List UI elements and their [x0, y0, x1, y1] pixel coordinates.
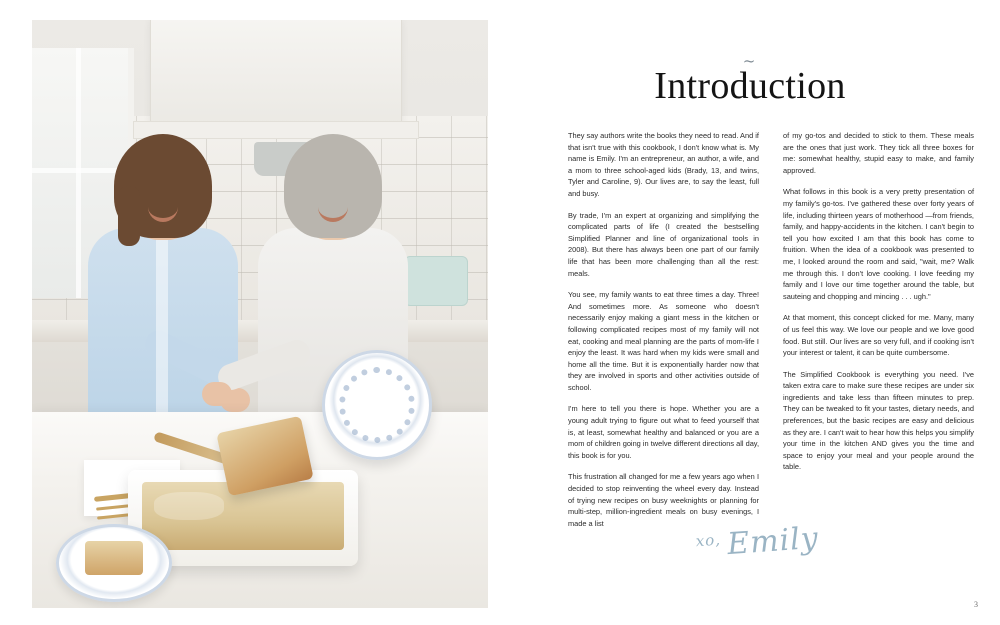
- paragraph: This frustration all changed for me a few years ago when I decided to stop reinventing the wheel every day. Instead of trying new recipes on busy weeknights or planning for multi-step, million-ingredient meals on busy evenings, I made a list: [568, 472, 759, 528]
- signature: [695, 521, 820, 564]
- paragraph: What follows in this book is a very pretty presentation of my family's go-tos. I've gathered these over forty years of life, including thirteen years of motherhood —from friends, family, and happy-accidents in the kitchen. I can't begin to tell you how excited I am that this book has come to fruition. When the idea of a cookbook was presented to me, I looked around the room and said, "wait, me? Walk me through this. I don't love cooking. I love feeding my family and I love our time together around the table, but sauteing and chopping and mincing . . . ugh.": [783, 187, 974, 301]
- paragraph: They say authors write the books they need to read. And if that isn't true with this cookbook, I don't know what is. My name is Emily. I'm an entrepreneur, an author, a wife, and a mom to three school-aged kids (Brady, 13, and twins, Tyler and Caroline, 9). Our lives are, to say the least, full and busy.: [568, 131, 759, 198]
- column-left: [568, 130, 759, 539]
- stand-mixer-icon: [404, 256, 468, 306]
- paragraph: The Simplified Cookbook is everything you need. I've taken extra care to make sure these recipes are under six ingredients and take less than fifteen minutes to prep. They can be tweaked to fit your tastes, dietary needs, and preferences, but the basic recipes are easy and delicious as they are. I can't wait to hear how this helps you simplify your time in the kitchen AND gives you the time and space to enjoy your meal and your people around the table.: [783, 369, 974, 472]
- page-number: 3: [974, 600, 978, 609]
- hair: [284, 134, 382, 238]
- body-columns: [568, 130, 974, 539]
- dining-table: [32, 412, 488, 608]
- served-plate: [56, 524, 172, 602]
- hand: [202, 382, 232, 406]
- plate-stack: [322, 350, 432, 460]
- head: [296, 150, 370, 240]
- hair: [114, 134, 212, 238]
- paragraph: I'm here to tell you there is hope. Whether you are a young adult trying to figure out what to feed yourself that is, at least, somewhat healthy and balanced or you are a mom of children going in twelve different directions all day, this book is for you.: [568, 404, 759, 460]
- paragraph: You see, my family wants to eat three times a day. Three! And sometimes more. As someone who doesn't necessarily enjoy making a giant mess in the kitchen or following complicated recipes most of my family will not eat, cooking and meal planning are the parts of mom-life I enjoy the least. It was hard when my kids were small and home all the time. But it is exponentially harder now that they are involved in sports and other activities outside of school.: [568, 290, 759, 392]
- head: [126, 150, 200, 240]
- page-title: Introduction: [654, 65, 846, 107]
- kitchen-scene: [32, 20, 488, 608]
- range-hood: [150, 20, 402, 126]
- right-page: [500, 0, 1000, 625]
- signature-prefix: xo,: [695, 530, 722, 551]
- paragraph: of my go-tos and decided to stick to them. These meals are the ones that just work. They tick all three boxes for me: somewhat healthy, stupid easy to make, and family approved.: [783, 131, 974, 175]
- column-right: [783, 130, 974, 539]
- signature-name: Emily: [726, 520, 820, 563]
- kitchen-photo: [32, 20, 488, 608]
- flourish-ornament: ~: [742, 52, 758, 70]
- paragraph: By trade, I'm an expert at organizing and simplifying the complicated parts of life (I created the bestselling Simplified Planner and line of organizational tools in 2008). But there has always been one part of our family life that has been more challenging than all the rest: meals.: [568, 210, 759, 278]
- paragraph: At that moment, this concept clicked for me. Many, many of us feel this way. We love our people and we love good food. But still. Our lives are so very full, and if cooking isn't your interest or talent, it can be quite cumbersome.: [783, 313, 974, 358]
